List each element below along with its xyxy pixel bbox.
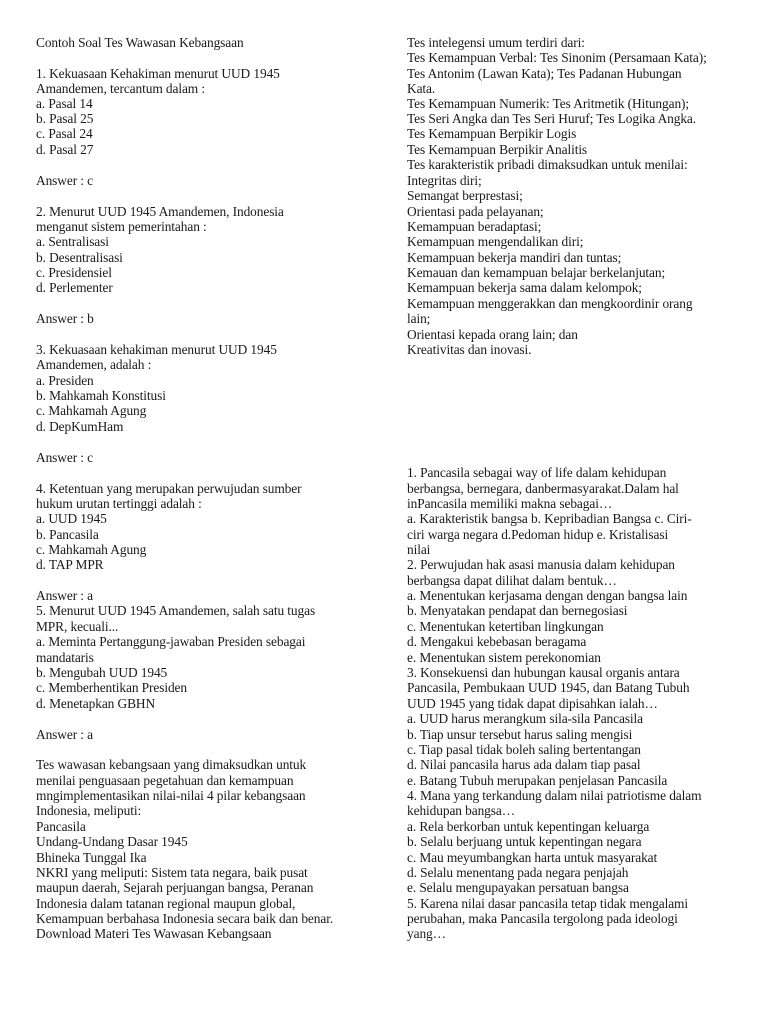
pancasila-q1: berbangsa, bernegara, danbermasyarakat.Dalam hal [407,481,679,496]
pancasila-q2-option-e: e. Menentukan sistem perekonomian [407,650,601,665]
question-1-text: 1. Kekuasaan Kehakiman menurut UUD 1945 [36,66,280,81]
pancasila-q2-option-a: a. Menentukan kerjasama dengan dengan bangsa lain [407,588,688,603]
pancasila-q2-option-b: b. Menyatakan pendapat dan bernegosiasi [407,603,628,618]
question-5-answer: Answer : a [36,727,94,742]
pancasila-q3-option-a: a. UUD harus merangkum sila-sila Pancasila [407,711,644,726]
tiu-line: Tes Kemampuan Berpikir Logis [407,126,577,141]
twk-description-line: Indonesia, meliputi: [36,803,142,818]
question-4-answer: Answer : a [36,588,94,603]
pancasila-q5: yang… [407,926,446,941]
question-3-text: 3. Kekuasaan kehakiman menurut UUD 1945 [36,342,277,357]
question-3-option-a: a. Presiden [36,373,94,388]
question-1-option-b: b. Pasal 25 [36,111,94,126]
twk-description-line: mngimplementasikan nilai-nilai 4 pilar kebangsaan [36,788,306,803]
question-3-text: Amandemen, adalah : [36,357,152,372]
question-4-option-d: d. TAP MPR [36,557,104,572]
question-1-option-a: a. Pasal 14 [36,96,93,111]
question-5-text: 5. Menurut UUD 1945 Amandemen, salah satu tugas [36,603,316,618]
tkp-item: Integritas diri; [407,173,482,188]
question-1-option-c: c. Pasal 24 [36,126,93,141]
tkp-item: lain; [407,311,431,326]
question-5-option-d: d. Menetapkan GBHN [36,696,156,711]
tkp-item: Semangat berprestasi; [407,188,523,203]
pancasila-q2-option-d: d. Mengakui kebebasan beragama [407,634,587,649]
tkp-item: Orientasi pada pelayanan; [407,204,544,219]
pancasila-q2: berbangsa dapat dilihat dalam bentuk… [407,573,617,588]
question-1-option-d: d. Pasal 27 [36,142,94,157]
question-3-answer: Answer : c [36,450,94,465]
pancasila-q3: UUD 1945 yang tidak dapat dipisahkan ialah… [407,696,658,711]
pancasila-q2: 2. Perwujudan hak asasi manusia dalam kehidupan [407,557,675,572]
tkp-item: Kemampuan bekerja sama dalam kelompok; [407,280,642,295]
question-5-text: MPR, kecuali... [36,619,119,634]
tiu-line: Kata. [407,81,436,96]
twk-description-line: Indonesia dalam tatanan regional maupun global, [36,896,296,911]
tkp-item: Kreativitas dan inovasi. [407,342,532,357]
tkp-item: Kemampuan bekerja mandiri dan tuntas; [407,250,622,265]
question-5-option-b: b. Mengubah UUD 1945 [36,665,168,680]
pancasila-q3-option-d: d. Nilai pancasila harus ada dalam tiap pasal [407,757,641,772]
twk-description-line: Kemampuan berbahasa Indonesia secara baik dan benar. [36,911,334,926]
question-2-option-a: a. Sentralisasi [36,234,109,249]
tiu-line: Tes Kemampuan Verbal: Tes Sinonim (Persamaan Kata); [407,50,707,65]
tiu-line: Tes Kemampuan Berpikir Analitis [407,142,588,157]
pancasila-q1-options: ciri warga negara d.Pedoman hidup e. Kristalisasi [407,527,669,542]
pancasila-q3: 3. Konsekuensi dan hubungan kausal organis antara [407,665,680,680]
question-5-option-a: a. Meminta Pertanggung-jawaban Presiden sebagai [36,634,306,649]
document-title: Contoh Soal Tes Wawasan Kebangsaan [36,35,244,50]
question-2-text: 2. Menurut UUD 1945 Amandemen, Indonesia [36,204,284,219]
pancasila-q3-option-e: e. Batang Tubuh merupakan penjelasan Pancasila [407,773,668,788]
question-5-option-a-cont: mandataris [36,650,94,665]
twk-pillar-item: NKRI yang meliputi: Sistem tata negara, baik pusat [36,865,308,880]
twk-pillar-item: Undang-Undang Dasar 1945 [36,834,188,849]
pancasila-q4-option-a: a. Rela berkorban untuk kepentingan keluarga [407,819,650,834]
question-3-option-b: b. Mahkamah Konstitusi [36,388,166,403]
tkp-item: Kemauan dan kemampuan belajar berkelanjutan; [407,265,666,280]
pancasila-q5: perubahan, maka Pancasila tergolong pada ideologi [407,911,678,926]
question-2-text: menganut sistem pemerintahan : [36,219,207,234]
pancasila-q1: 1. Pancasila sebagai way of life dalam kehidupan [407,465,667,480]
tiu-line: Tes Antonim (Lawan Kata); Tes Padanan Hubungan [407,66,682,81]
twk-description-line: Tes wawasan kebangsaan yang dimaksudkan untuk [36,757,307,772]
pancasila-q3: Pancasila, Pembukaan UUD 1945, dan Batang Tubuh [407,680,690,695]
question-1-answer: Answer : c [36,173,94,188]
tiu-line: Tes Seri Angka dan Tes Seri Huruf; Tes Logika Angka. [407,111,697,126]
pancasila-q5: 5. Karena nilai dasar pancasila tetap tidak mengalami [407,896,688,911]
pancasila-q3-option-b: b. Tiap unsur tersebut harus saling mengisi [407,727,633,742]
question-2-option-c: c. Presidensiel [36,265,112,280]
pancasila-q2-option-c: c. Menentukan ketertiban lingkungan [407,619,604,634]
download-materi-text: Download Materi Tes Wawasan Kebangsaan [36,926,272,941]
question-4-option-a: a. UUD 1945 [36,511,107,526]
question-2-option-b: b. Desentralisasi [36,250,123,265]
pancasila-q4-option-c: c. Mau meyumbangkan harta untuk masyarakat [407,850,658,865]
pancasila-q4-option-b: b. Selalu berjuang untuk kepentingan negara [407,834,642,849]
question-2-answer: Answer : b [36,311,94,326]
question-3-option-d: d. DepKumHam [36,419,124,434]
question-3-option-c: c. Mahkamah Agung [36,403,147,418]
question-4-text: hukum urutan tertinggi adalah : [36,496,202,511]
question-4-text: 4. Ketentuan yang merupakan perwujudan sumber [36,481,302,496]
twk-description-line: menilai penguasaan pegetahuan dan kemampuan [36,773,294,788]
pancasila-q4: 4. Mana yang terkandung dalam nilai patriotisme dalam [407,788,702,803]
twk-pillar-item: Bhineka Tunggal Ika [36,850,147,865]
question-4-option-c: c. Mahkamah Agung [36,542,147,557]
pancasila-q4-option-e: e. Selalu mengupayakan persatuan bangsa [407,880,629,895]
question-2-option-d: d. Perlementer [36,280,113,295]
twk-pillar-item: Pancasila [36,819,86,834]
tiu-line: Tes Kemampuan Numerik: Tes Aritmetik (Hitungan); [407,96,690,111]
tkp-item: Kemampuan mengendalikan diri; [407,234,584,249]
tkp-item: Orientasi kepada orang lain; dan [407,327,578,342]
tkp-heading: Tes karakteristik pribadi dimaksudkan untuk menilai: [407,157,688,172]
question-1-text: Amandemen, tercantum dalam : [36,81,205,96]
tiu-heading: Tes intelegensi umum terdiri dari: [407,35,585,50]
tkp-item: Kemampuan menggerakkan dan mengkoordinir orang [407,296,693,311]
pancasila-q1-options: a. Karakteristik bangsa b. Kepribadian Bangsa c. Ciri- [407,511,692,526]
pancasila-q1: inPancasila memiliki makna sebagai… [407,496,613,511]
question-4-option-b: b. Pancasila [36,527,99,542]
tkp-item: Kemampuan beradaptasi; [407,219,542,234]
pancasila-q4: kehidupan bangsa… [407,803,516,818]
pancasila-q4-option-d: d. Selalu menentang pada negara penjajah [407,865,629,880]
question-5-option-c: c. Memberhentikan Presiden [36,680,187,695]
pancasila-q1-options: nilai [407,542,431,557]
pancasila-q3-option-c: c. Tiap pasal tidak boleh saling bertentangan [407,742,641,757]
twk-description-line: maupun daerah, Sejarah perjuangan bangsa, Peranan [36,880,314,895]
